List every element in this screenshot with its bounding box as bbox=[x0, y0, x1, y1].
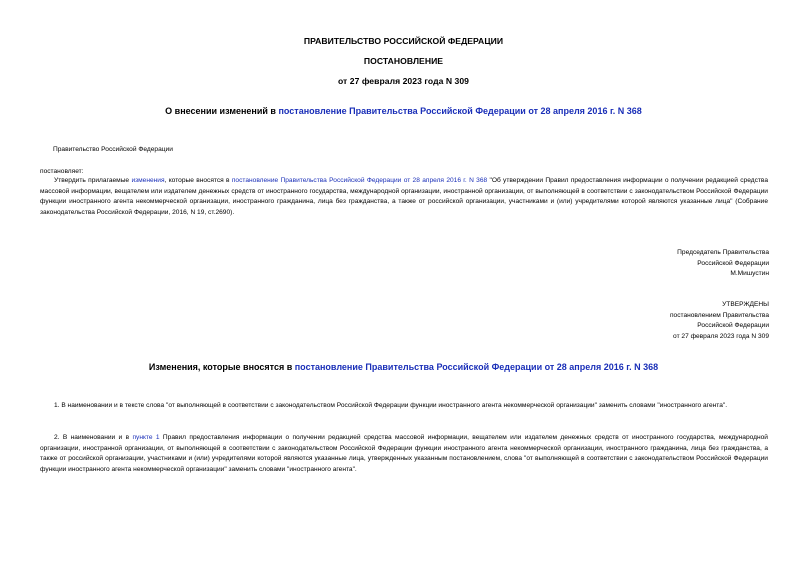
signature-block bbox=[469, 248, 769, 280]
approval-line-1: УТВЕРЖДЕНЫ bbox=[722, 301, 769, 308]
item2-text-a: 2. В наименовании и в bbox=[54, 434, 133, 441]
signature-name: М.Мишустин bbox=[730, 270, 769, 277]
signature-position-2: Российской Федерации bbox=[697, 259, 769, 267]
government-heading: ПРАВИТЕЛЬСТВО РОССИЙСКОЙ ФЕДЕРАЦИИ bbox=[303, 36, 504, 46]
p1-link-resolution[interactable]: постановление Правительства Российской Федерации от 28 апреля 2016 г. N 368 bbox=[231, 177, 488, 184]
change-item-1: 1. В наименовании и в тексте слова "от выполняющей в соответствии с законодательством Российской Федерации функции иностранного агента некоммерческой организации" заменить словами "иностранного агента". bbox=[54, 402, 728, 409]
p1-text-b: , которые вносятся в bbox=[164, 177, 232, 184]
decrees-word: постановляет: bbox=[40, 168, 84, 175]
item2-text-b: Правил предоставления информации о получении редакцией средства массовой информации, вещателем или издателем денежных средств от иностранного государства, международной организации, иностранной организации, от выполняющей в соответствии с законодательством Российской Федерации функции иностранного агента некоммерческой организации, иностранного гражданина, лица без гражданства, а также от российской организации, участниками и (или) учредителями которой являются указанные лица, утвержденных указанным постановлением, слова "от выполняющей в соответствии с законодательством Российской Федерации функции иностранного агента некоммерческой организации" заменить словами "иностранного агента". bbox=[40, 434, 768, 473]
document-type: ПОСТАНОВЛЕНИЕ bbox=[363, 56, 444, 66]
approval-line-4: от 27 февраля 2023 года N 309 bbox=[673, 332, 769, 340]
title-link[interactable]: постановление Правительства Российской Федерации от 28 апреля 2016 г. N 368 bbox=[278, 106, 642, 116]
change-item-2 bbox=[40, 433, 768, 475]
changes-title-link[interactable]: постановление Правительства Российской Федерации от 28 апреля 2016 г. N 368 bbox=[294, 362, 659, 372]
approval-block bbox=[469, 300, 769, 342]
item2-link-point1[interactable]: пункте 1 bbox=[132, 434, 160, 441]
title-prefix: О внесении изменений в bbox=[165, 106, 279, 116]
approval-line-3: Российской Федерации bbox=[697, 322, 769, 329]
p1-text-c: "Об утверждении Правил предоставления информации о получении редакцией средства массовой информации, вещателем или издателем денежных средств от иностранного государства, международной организации, иностранной организации, от выполняющей в соответствии с законодательством Российской Федерации функции иностранного агента некоммерческой организации, иностранного гражданина, лица без гражданства, а также от российской организации, участниками и (или) учредителями которой являются указанные лица" (Собрание законодательства Российской Федерации, 2016, N 19, ст.2690). bbox=[40, 177, 768, 216]
document-date-number: от 27 февраля 2023 года N 309 bbox=[337, 76, 470, 86]
signature-position-1: Председатель Правительства bbox=[677, 249, 769, 256]
changes-title-prefix: Изменения, которые вносятся в bbox=[148, 362, 295, 372]
p1-link-changes[interactable]: изменения bbox=[131, 177, 165, 184]
p1-text-a: Утвердить прилагаемые bbox=[54, 177, 132, 184]
approval-line-2: постановлением Правительства bbox=[669, 311, 769, 319]
changes-title bbox=[0, 362, 807, 372]
decree-paragraph-1 bbox=[40, 176, 768, 218]
document-title bbox=[0, 106, 807, 116]
issuer: Правительство Российской Федерации bbox=[53, 146, 173, 153]
